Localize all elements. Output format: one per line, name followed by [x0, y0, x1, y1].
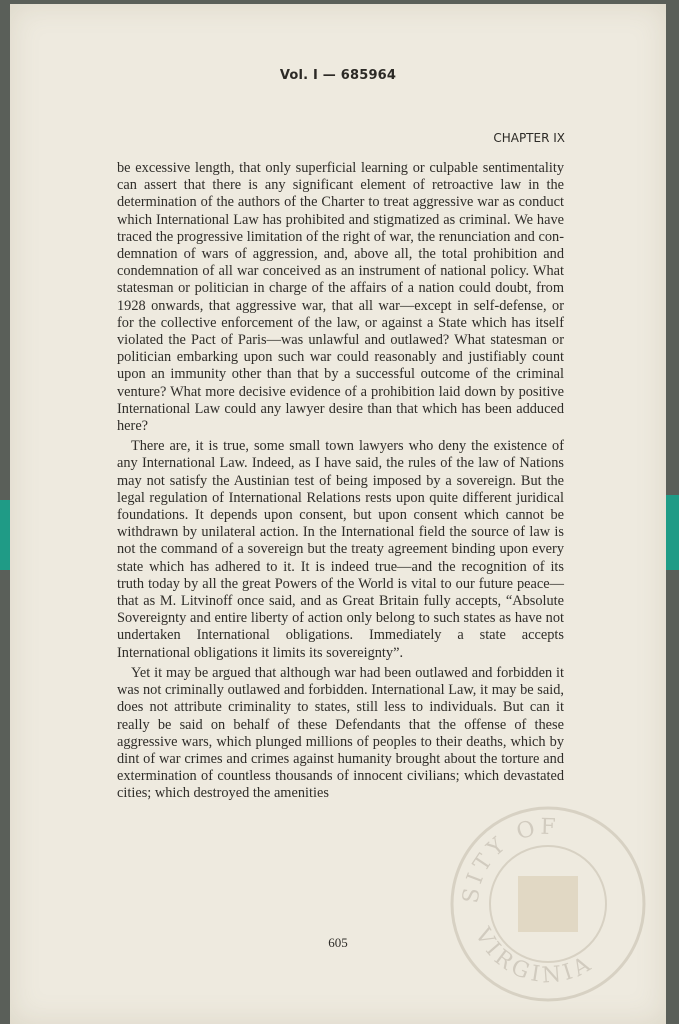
university-seal-watermark: [448, 804, 648, 1004]
paragraph: Yet it may be argued that although war had been outlawed and forbidden it was not criminally outlawed and forbidden. International Law, it may be said, does not attribute criminality to states, still less to individuals. But can it really be said on behalf of these Defendants that the offense of these aggressive wars, which plunged millions of peoples to their deaths, which by dint of war crimes and crimes against humanity brought about the torture and extermination of countless thousands of innocent civilians; which devastated cities; which destroyed the amenities: [117, 664, 564, 802]
paragraph: There are, it is true, some small town lawyers who deny the existence of any International Law. Indeed, as I have said, the rules of the law of Nations may not satisfy the Austinian test of being imposed by a sovereign. But the legal regulation of International Relations rests upon quite different juridical foundations. It depends upon consent, but upon consent which cannot be withdrawn by unilateral action. In the International field the source of law is not the command of a sovereign but the treaty agreement binding upon every state which has adhered to it. It is indeed true—and the recognition of its truth today by all the great Powers of the World is vital to our future peace—that as M. Litvinoff once said, and as Great Britain fully accepts, “Absolute Sovereignty and entire liberty of action only belong to such states as have not undertaken International obligations. Immediately a state accepts International obligations it limits its sovereignty”.: [117, 438, 564, 661]
svg-text:SITY OF: [459, 815, 560, 905]
page-number: 605: [328, 935, 348, 950]
tab-marker-right: [665, 495, 679, 570]
paragraph: be excessive length, that only superficial learning or culpable sentimentality can assert that there is any significant element of retroactive law in the determination of the authors of the Charter to treat aggressive war as conduct which International Law has prohibited and stigmatized as criminal. We have traced the progressive limitation of the right of war, the renunciation and condemnation of wars of aggression, and, above all, the total prohibition and condemnation of all war conceived as an instrument of national policy. What statesman or politician in charge of the affairs of a nation could doubt, from 1928 onwards, that aggressive war, that all war—except in self-defense, or for the collective enforcement of the law, or against a State which has itself violated the Pact of Paris—was unlawful and outlawed? What statesman or politician embarking upon such war could reasonably and justifiably count upon an immunity other than that by a successful outcome of the criminal venture? What more decisive evidence of a prohibition laid down by positive International Law could any lawyer desire than that which has been adduced here?: [117, 160, 564, 435]
seal-text-top: SITY OF: [458, 814, 560, 905]
volume-header: Vol. I — 685964: [279, 68, 397, 83]
chapter-heading: CHAPTER IX: [493, 131, 565, 145]
document-page: [10, 4, 666, 1024]
svg-text:VIRGINIA: [469, 923, 598, 989]
body-text: [117, 160, 564, 806]
seal-text-bottom: VIRGINIA: [469, 923, 599, 989]
